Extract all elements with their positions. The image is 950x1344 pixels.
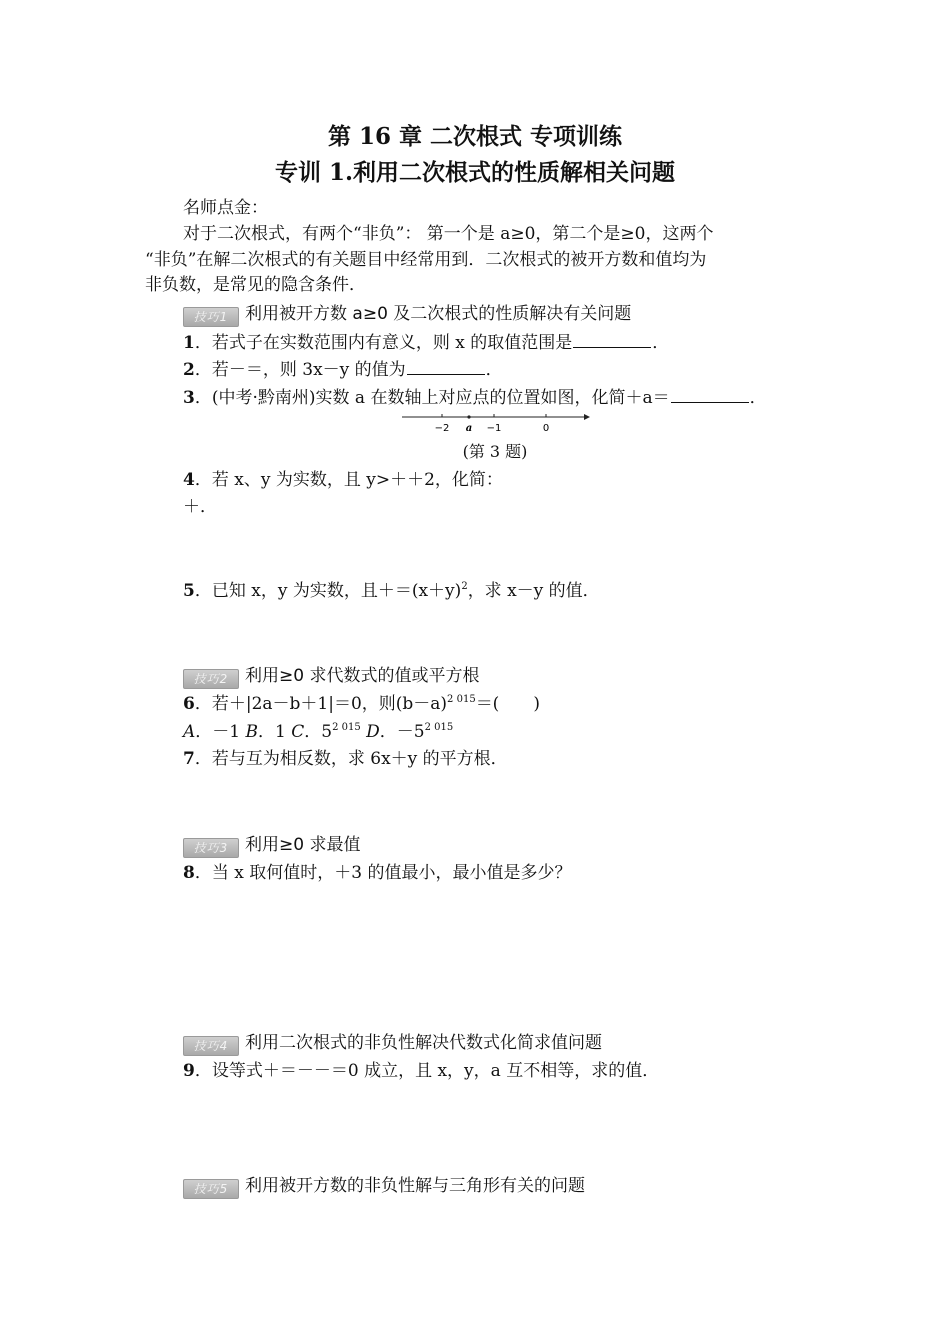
section-4-text: 利用二次根式的非负性解决代数式化简求值问题 bbox=[245, 1033, 602, 1053]
problem-3: 3．(中考·黔南州)实数 a 在数轴上对应点的位置如图，化简＋a＝ ． bbox=[183, 388, 767, 408]
intro-line-2: “非负”在解二次根式的有关题目中经常用到．二次根式的被开方数和值均为 bbox=[145, 250, 707, 270]
problem-2: 2．若－＝，则 3x－y 的值为 ． bbox=[183, 360, 503, 380]
page-title: 第 16 章 二次根式 专项训练 bbox=[327, 123, 623, 150]
section-4-badge: 技巧4 bbox=[183, 1036, 239, 1056]
answer-blank bbox=[671, 388, 749, 403]
problem-7: 7．若与互为相反数，求 6x＋y 的平方根． bbox=[183, 749, 508, 769]
section-2-heading bbox=[183, 665, 479, 689]
section-1-heading bbox=[183, 303, 631, 327]
number-line-figure bbox=[400, 405, 600, 435]
intro-line-3: 非负数，是常见的隐含条件． bbox=[145, 275, 366, 295]
problem-4: 4．若 x、y 为实数，且 y>＋＋2，化简： bbox=[183, 470, 503, 490]
section-5-badge: 技巧5 bbox=[183, 1179, 239, 1199]
problem-6-options: A．－1 B．1 C．$5^{2 015}$ D．$-5^{2 015}$ bbox=[183, 722, 454, 742]
intro-label: 名师点金： bbox=[183, 198, 268, 218]
tick-label: a bbox=[465, 423, 473, 434]
point-a bbox=[467, 415, 470, 418]
number-line-arrow bbox=[584, 414, 590, 420]
figure-caption: (第 3 题) bbox=[462, 442, 528, 461]
section-1-text: 利用被开方数 a≥0 及二次根式的性质解决有关问题 bbox=[245, 304, 632, 324]
page-subtitle: 专训 1.利用二次根式的性质解相关问题 bbox=[274, 159, 676, 186]
section-5-text: 利用被开方数的非负性解与三角形有关的问题 bbox=[245, 1176, 585, 1196]
section-3-heading bbox=[183, 834, 360, 858]
problem-1: 1．若式子在实数范围内有意义，则 x 的取值范围是 ． bbox=[183, 333, 670, 353]
answer-blank bbox=[407, 360, 485, 375]
section-3-text: 利用≥0 求最值 bbox=[245, 835, 361, 855]
intro-line-1: 对于二次根式，有两个“非负”： 第一个是 a≥0，第二个是≥0，这两个 bbox=[183, 224, 714, 244]
problem-4-line-2: ＋． bbox=[183, 497, 217, 517]
section-1-badge: 技巧1 bbox=[183, 307, 239, 327]
section-2-text: 利用≥0 求代数式的值或平方根 bbox=[245, 666, 480, 686]
tick-label: −1 bbox=[486, 423, 502, 434]
problem-6: 6．若＋|2a－b＋1|＝0，则$(b-a)^{2 015}=$( ) bbox=[183, 694, 540, 714]
section-5-heading bbox=[183, 1175, 585, 1199]
problem-9: 9．设等式＋＝－－＝0 成立，且 x，y，a 互不相等，求的值． bbox=[183, 1061, 660, 1081]
tick-label: 0 bbox=[542, 423, 550, 434]
section-2-badge: 技巧2 bbox=[183, 669, 239, 689]
problem-5: 5．已知 x，y 为实数，且$+=(x+y)^2$，求 x－y 的值． bbox=[183, 581, 600, 601]
section-3-badge: 技巧3 bbox=[183, 838, 239, 858]
section-4-heading bbox=[183, 1032, 602, 1056]
answer-blank bbox=[573, 333, 651, 348]
problem-8: 8．当 x 取何值时，＋3 的值最小，最小值是多少？ bbox=[183, 863, 572, 883]
tick-label: −2 bbox=[434, 423, 450, 434]
